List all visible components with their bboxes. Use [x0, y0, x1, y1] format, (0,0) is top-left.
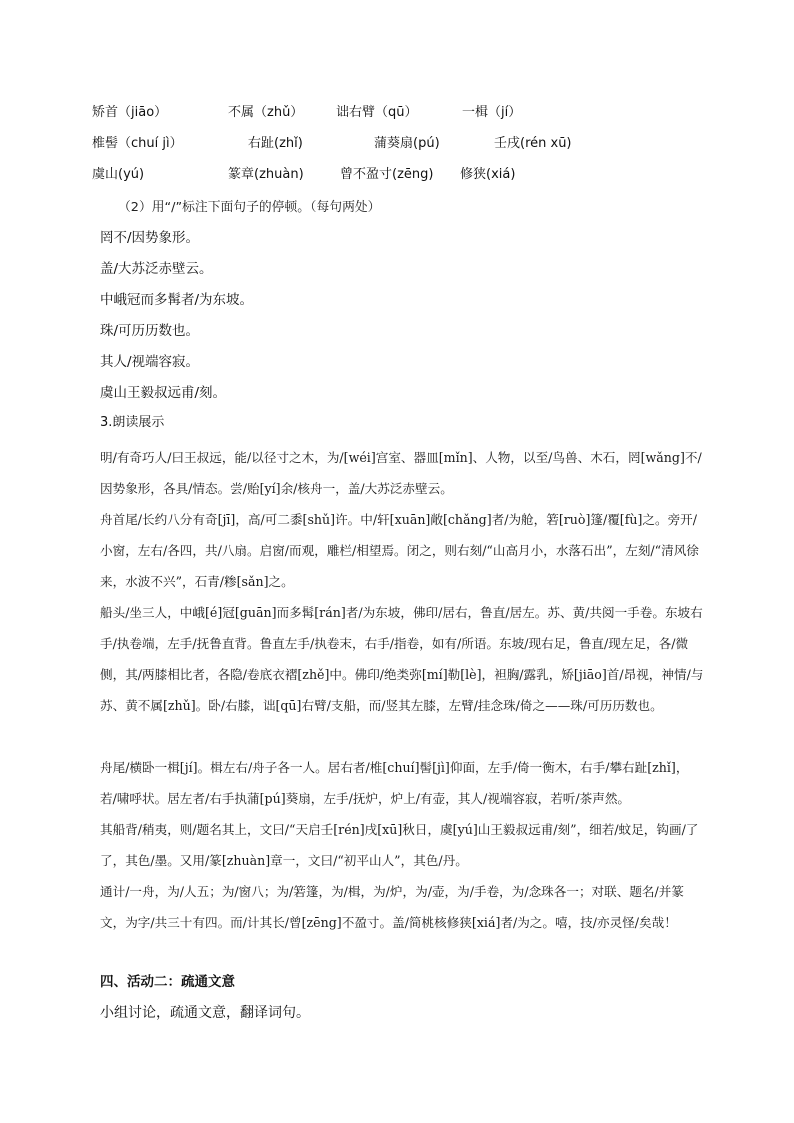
pinyin-item: 矫首（jiāo） — [92, 105, 168, 120]
pinyin-item: 曾不盈寸(zēng) — [340, 167, 434, 182]
pinyin-item: 蒲葵扇(pú) — [374, 136, 440, 151]
pinyin-item: 修狭(xiá) — [460, 167, 516, 182]
pause-sentence: 虞山王毅叔远甫/刻。 — [100, 385, 227, 401]
instruction-text: （2）用“/”标注下面句子的停顿。（每句两处） — [118, 200, 381, 215]
pause-sentence: 其人/视端容寂。 — [100, 354, 200, 370]
pinyin-item: 虞山(yú) — [92, 167, 145, 182]
pinyin-item: 右趾(zhǐ) — [248, 136, 303, 151]
pinyin-item: 不属（zhǔ） — [228, 105, 304, 120]
pinyin-item: 诎右臂（qū） — [336, 105, 418, 120]
reading-paragraph: 明/有奇巧人/曰王叔远，能/以径寸之木，为/[wéi]宫室、器皿[mǐn]、人物，以至/鸟兽、木石，罔[wǎng]不/因势象形，各具/情态。尝/贻[yí]余/核舟一，盖/大苏泛赤壁云。 — [100, 450, 702, 496]
section-title: 3.朗读展示 — [100, 415, 165, 430]
reading-paragraph: 通计/一舟，为/人五；为/窗八；为/箬篷，为/楫，为/炉，为/壶，为/手卷，为/念珠各一；对联、题名/并篆文，为字/共三十有四。而/计其长/曾[zēng]不盈寸。盖/简桃核修狭[xiá]者/为之。嘻，技/亦灵怪/矣哉！ — [100, 884, 684, 930]
reading-paragraph: 舟首尾/长约八分有奇[jī]，高/可二黍[shǔ]许。中/轩[xuān]敞[chǎng]者/为舱，箬[ruò]篷/覆[fù]之。旁开/小窗，左右/各四，共/八扇。启窗/而观，雕栏/相望焉。闭之，则右刻/“山高月小，水落石出”，左刻/“清风徐来，水波不兴”，石青/糁[sǎn]之。 — [100, 512, 699, 589]
pinyin-item: 一楫（jí） — [462, 105, 522, 120]
pause-sentence: 中峨冠而多髯者/为东坡。 — [100, 292, 254, 308]
section-heading: 四、活动二：疏通文意 — [100, 974, 235, 990]
reading-paragraph: 其船背/稍夷，则/题名其上，文曰/“天启壬[rén]戌[xū]秋日，虞[yú]山王毅叔远甫/刻”，细若/蚊足，钩画/了了，其色/墨。又用/篆[zhuàn]章一，文曰/“初平山人”，其色/丹。 — [100, 822, 699, 868]
section-text: 小组讨论，疏通文意，翻译词句。 — [100, 1005, 310, 1021]
pause-sentence: 盖/大苏泛赤壁云。 — [100, 261, 213, 277]
reading-paragraph: 舟尾/横卧一楫[jí]。楫左右/舟子各一人。居右者/椎[chuí]髻[jì]仰面，左手/倚一衡木，右手/攀右趾[zhǐ]，若/啸呼状。居左者/右手执蒲[pú]葵扇，左手/抚炉，炉上/有壶，其人/视端容寂，若听/茶声然。 — [100, 760, 689, 806]
pinyin-item: 椎髻（chuí jì） — [92, 136, 183, 151]
pause-sentence: 罔不/因势象形。 — [100, 230, 200, 246]
pinyin-item: 壬戌(rén xū) — [494, 136, 572, 151]
pause-sentence: 珠/可历历数也。 — [100, 323, 200, 339]
pinyin-item: 篆章(zhuàn) — [228, 167, 304, 182]
reading-paragraph: 船头/坐三人，中峨[é]冠[guān]而多髯[rán]者/为东坡，佛印/居右，鲁直/居左。苏、黄/共阅一手卷。东坡右手/执卷端，左手/抚鲁直背。鲁直左手/执卷末，右手/指卷，如有/所语。东坡/现右足，鲁直/现左足，各/微侧，其/两膝相比者，各隐/卷底衣褶[zhě]中。佛印/绝类弥[mí]勒[lè]，袒胸/露乳，矫[jiāo]首/昂视，神情/与苏、黄不属[zhǔ]。卧/右膝，诎[qū]右臂/支船，而/竖其左膝，左臂/挂念珠/倚之——珠/可历历数也。 — [100, 605, 704, 713]
